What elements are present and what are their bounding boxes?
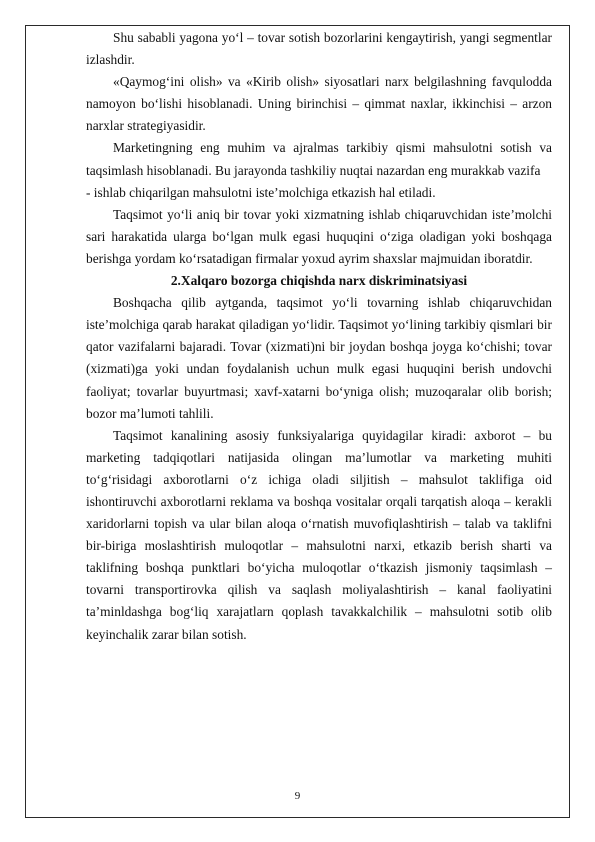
paragraph-6: Boshqacha qilib aytganda, taqsimot yo‘li tovarning ishlab chiqaruvchidan iste’molchiga qarab harakat qiladigan yo‘lidir. Taqsimot yo‘lining tarkibiy qismlari bir qator vazifalarni bajaradi. Tovar (xizmati)ni bir joydan boshqa joyga ko‘chishi; tovar (xizmati)ga yoki undan foydalanish uchun mulk egasi huquqini berish undovchi faoliyat; tovarlar buyurtmasi; xavf-xatarni bo‘yniga olish; muzoqaralar olib borish; bozor ma’lumoti tahlili. <box>86 295 552 421</box>
paragraph-3: Marketingning eng muhim va ajralmas tarkibiy qismi mahsulotni sotish va taqsimlash hisoblanadi. Bu jarayonda tashkiliy nuqtai nazardan eng murakkab vazifa <box>86 140 552 178</box>
page-number: 9 <box>294 790 301 802</box>
paragraph-2: «Qaymog‘ini olish» va «Kirib olish» siyosatlari narx belgilashning favqulodda namoyon bo‘lishi hisoblanadi. Uning birinchisi – qimmat naxlar, ikkinchisi – arzon narxlar strategiyasidir. <box>86 74 552 134</box>
paragraph-4: - ishlab chiqarilgan mahsulotni iste’molchiga etkazish hal etiladi. <box>86 184 436 200</box>
paragraph-7: Taqsimot kanalining asosiy funksiyalariga quyidagilar kiradi: axborot – bu marketing tadqiqotlari natijasida olingan ma’lumotlar va marketing muhiti to‘g‘risidagi axborotlarni o‘z ichiga oladi siljitish – mahsulot taklifiga oid ishontiruvchi axborotlarni reklama va boshqa vositalar orqali tarqatish aloqa – kerakli xaridorlarni topish va ular bilan aloqa o‘rnatish muvofiqlashtirish – talab va taklifni bir-biriga moslashtirish muloqotlar – mahsulotni narxi, etkazib berish sharti va taklifning boshqa punktlari bo‘yicha muloqotlar o‘tkazish jismoniy taqsimlash – tovarni transportirovka qilish va saqlash moliyalashtirish – kanal faoliyatini ta’minldashga bog‘liq xarajatlarn qoplash tavakkalchilik – mahsulotni sotib olib keyinchalik zarar bilan sotish. <box>86 427 552 642</box>
paragraph-1: Shu sababli yagona yo‘l – tovar sotish bozorlarini kengaytirish, yangi segmentlar izlashdir. <box>86 30 552 68</box>
paragraph-5: Taqsimot yo‘li aniq bir tovar yoki xizmatning ishlab chiqaruvchidan iste’molchi sari harakatida ularga bo‘lgan mulk egasi huquqini o‘ziga oladigan yoki boshqaga berishga yordam ko‘rsatadigan firmalar yoxud ayrim shaxslar majmuidan iboratdir. <box>86 206 552 266</box>
document-body <box>86 27 552 646</box>
section-heading: 2.Xalqaro bozorga chiqishda narx diskriminatsiyasi <box>170 273 468 289</box>
